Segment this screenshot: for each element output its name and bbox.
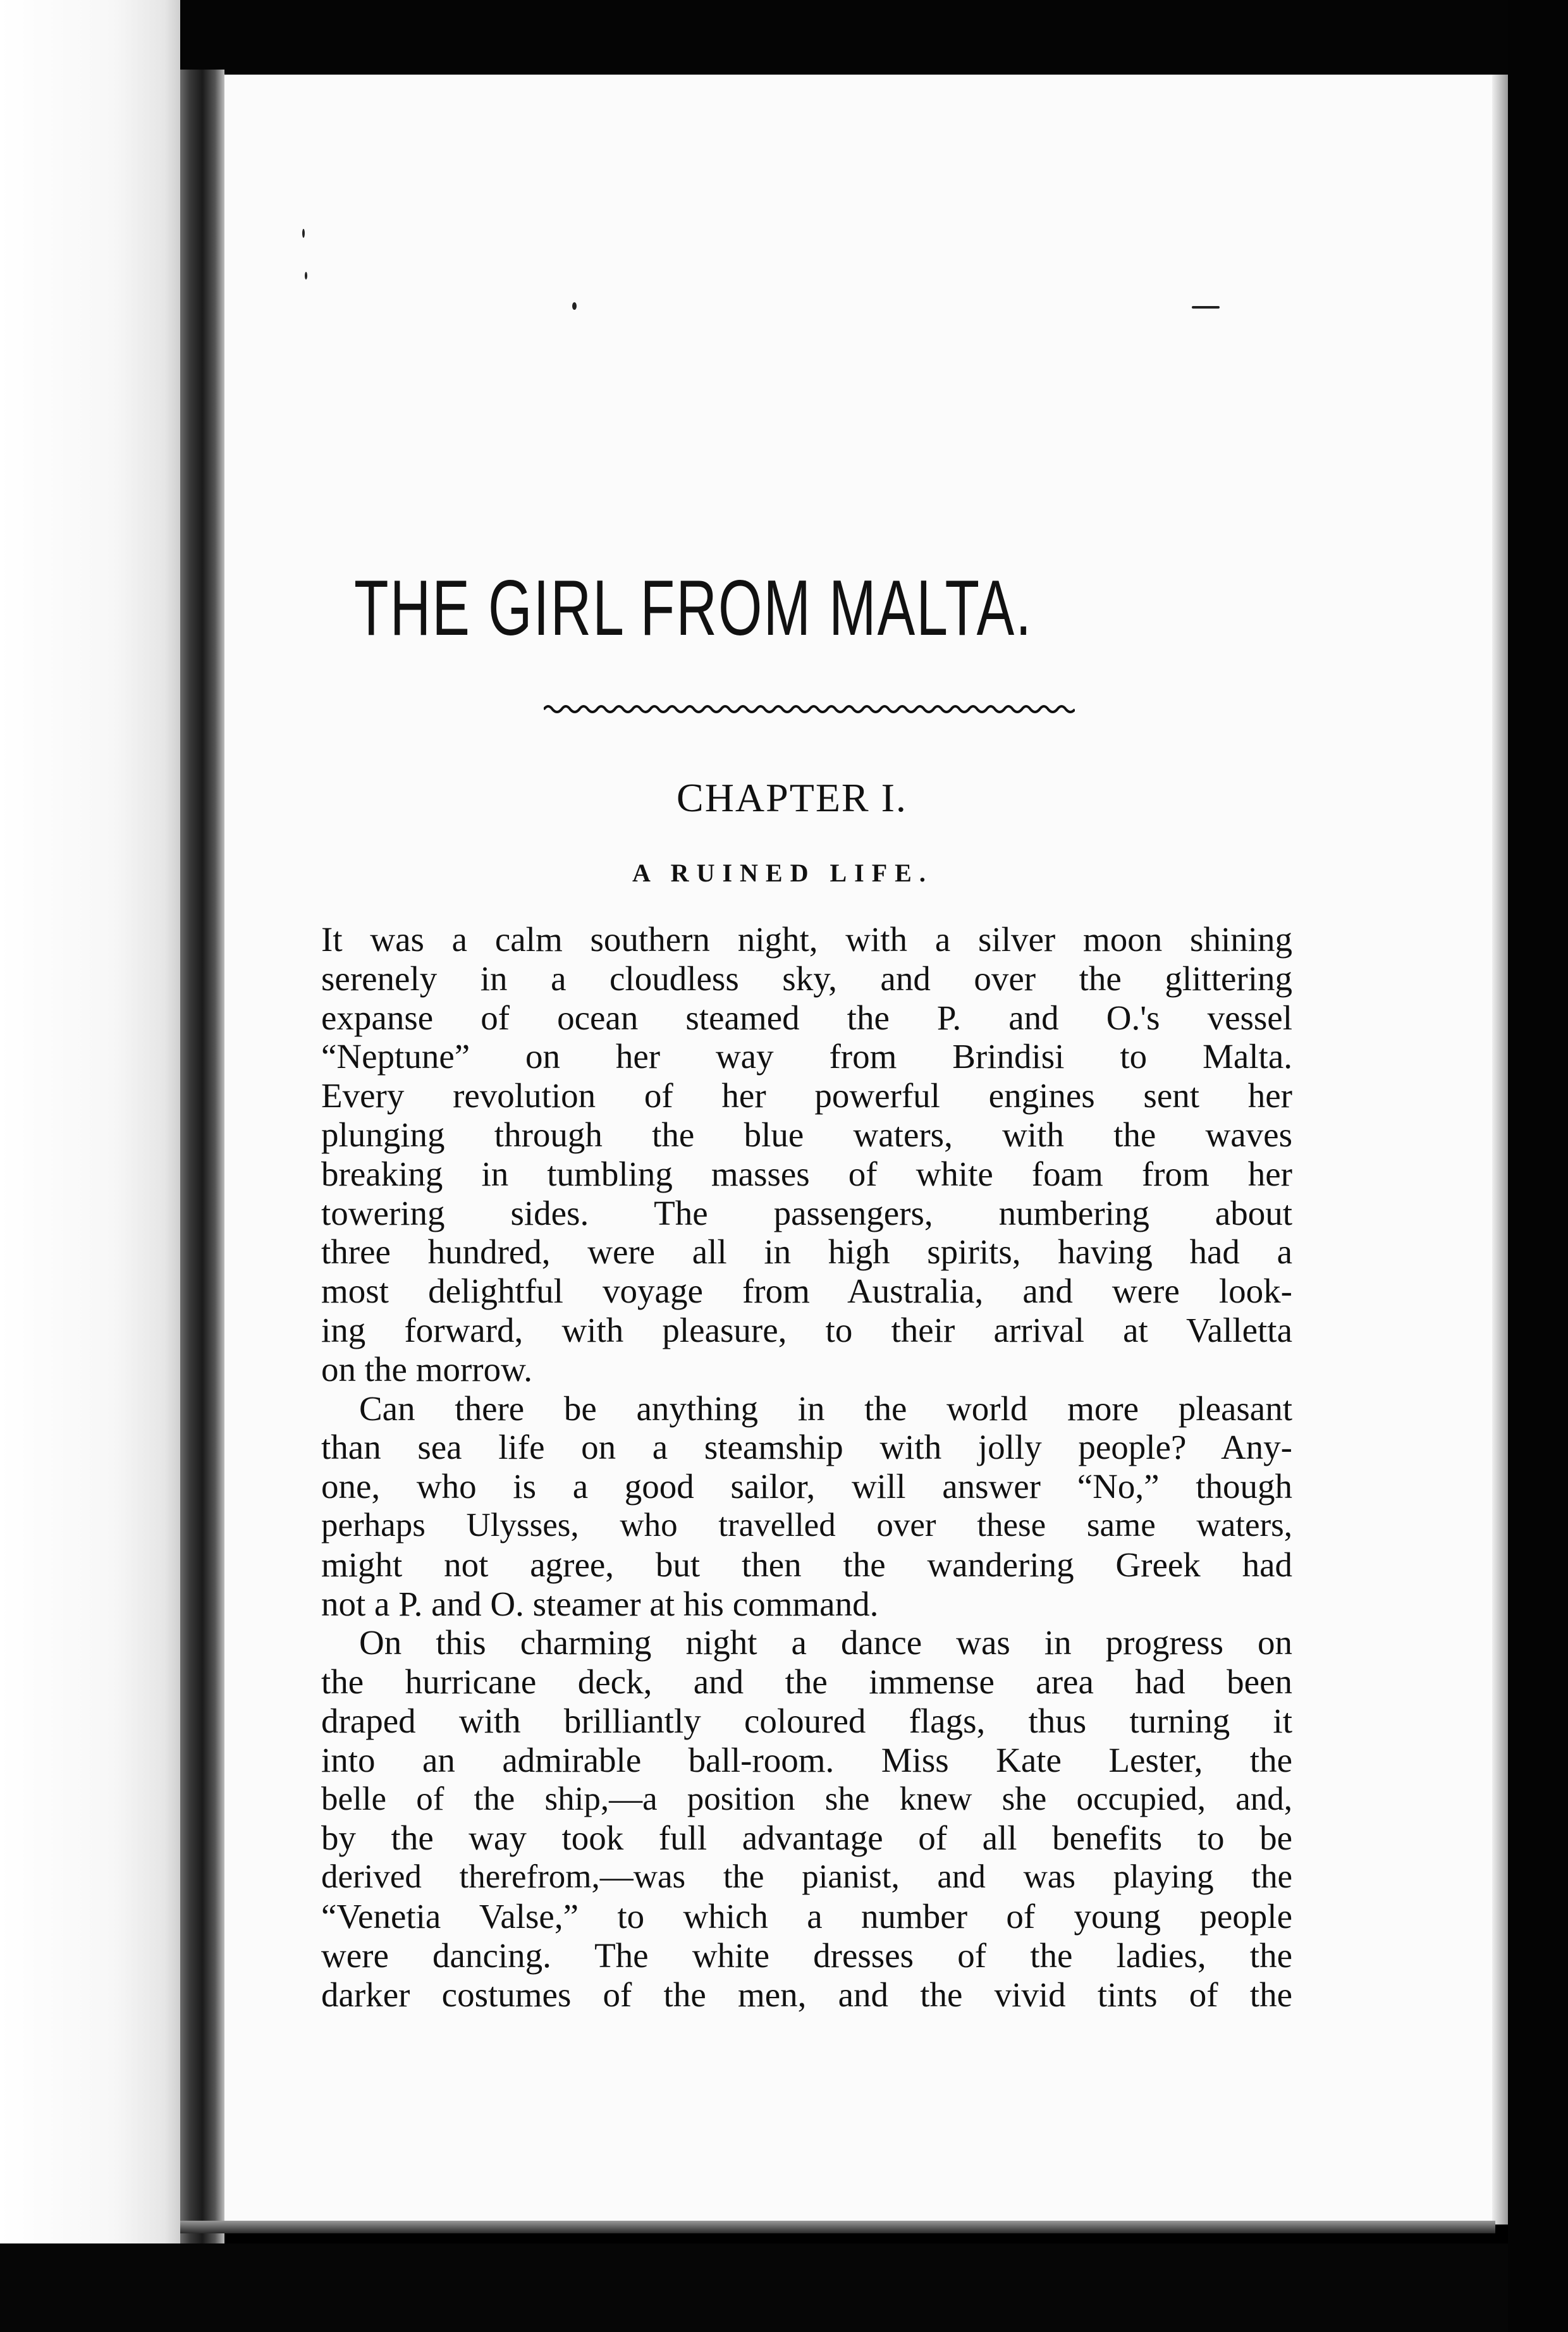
- text-line: not a P. and O. steamer at his command.: [321, 1584, 879, 1623]
- chapter-title: A RUINED LIFE.: [632, 859, 933, 887]
- text-line: than sea life on a steamship with jolly people? Any-: [321, 1428, 1292, 1467]
- text-line: serenely in a cloudless sky, and over the glittering: [321, 959, 1292, 998]
- text-line: “Neptune” on her way from Brindisi to Malta.: [321, 1037, 1292, 1076]
- ornamental-wavy-rule: [544, 696, 1075, 721]
- scan-speck: [305, 272, 307, 279]
- text-line: most delightful voyage from Australia, and were look-: [321, 1272, 1292, 1311]
- text-line: It was a calm southern night, with a silver moon shining: [321, 920, 1292, 959]
- binding-shadow: [180, 70, 224, 2264]
- text-line: belle of the ship,—a position she knew she occupied, and,: [321, 1780, 1292, 1817]
- text-line: into an admirable ball-room. Miss Kate Lester, the: [321, 1740, 1292, 1779]
- text-line: on the morrow.: [321, 1349, 533, 1389]
- text-line: breaking in tumbling masses of white foam from her: [321, 1154, 1292, 1193]
- facing-page-edge: [0, 0, 180, 2332]
- scan-bottom-border: [0, 2243, 1568, 2332]
- text-line: might not agree, but then the wandering Greek had: [321, 1545, 1292, 1584]
- scan-right-border: [1508, 0, 1568, 2332]
- chapter-number: CHAPTER I.: [677, 775, 907, 820]
- book-title: THE GIRL FROM MALTA.: [354, 565, 1033, 652]
- text-line: Can there be anything in the world more pleasant: [359, 1389, 1292, 1428]
- body-text: [321, 920, 1292, 2014]
- text-line: three hundred, were all in high spirits, having had a: [321, 1232, 1292, 1272]
- page-bottom-edge: [180, 2221, 1495, 2233]
- text-line: derived therefrom,—was the pianist, and was playing the: [321, 1858, 1292, 1896]
- text-line: towering sides. The passengers, numbering about: [321, 1193, 1292, 1232]
- text-line: draped with brilliantly coloured flags, thus turning it: [321, 1701, 1292, 1740]
- scan-speck: [1192, 306, 1220, 309]
- page-right-edge: [1492, 75, 1508, 2225]
- text-line: the hurricane deck, and the immense area had been: [321, 1662, 1292, 1702]
- text-line: “Venetia Valse,” to which a number of young people: [321, 1896, 1292, 1936]
- text-line: darker costumes of the men, and the vivid tints of the: [321, 1975, 1292, 2014]
- scan-top-border: [0, 0, 1568, 75]
- text-line: were dancing. The white dresses of the ladies, the: [321, 1936, 1292, 1975]
- text-line: expanse of ocean steamed the P. and O.'s vessel: [321, 998, 1292, 1037]
- text-line: Every revolution of her powerful engines sent her: [321, 1076, 1292, 1115]
- scan-speck: [302, 229, 305, 238]
- text-line: ing forward, with pleasure, to their arrival at Valletta: [321, 1310, 1292, 1349]
- text-line: plunging through the blue waters, with the waves: [321, 1115, 1292, 1154]
- text-line: by the way took full advantage of all benefits to be: [321, 1819, 1292, 1858]
- text-line: On this charming night a dance was in progress on: [359, 1623, 1292, 1662]
- text-line: perhaps Ulysses, who travelled over these same waters,: [321, 1506, 1292, 1543]
- scan-speck: [572, 302, 577, 310]
- text-line: one, who is a good sailor, will answer “No,” though: [321, 1467, 1292, 1506]
